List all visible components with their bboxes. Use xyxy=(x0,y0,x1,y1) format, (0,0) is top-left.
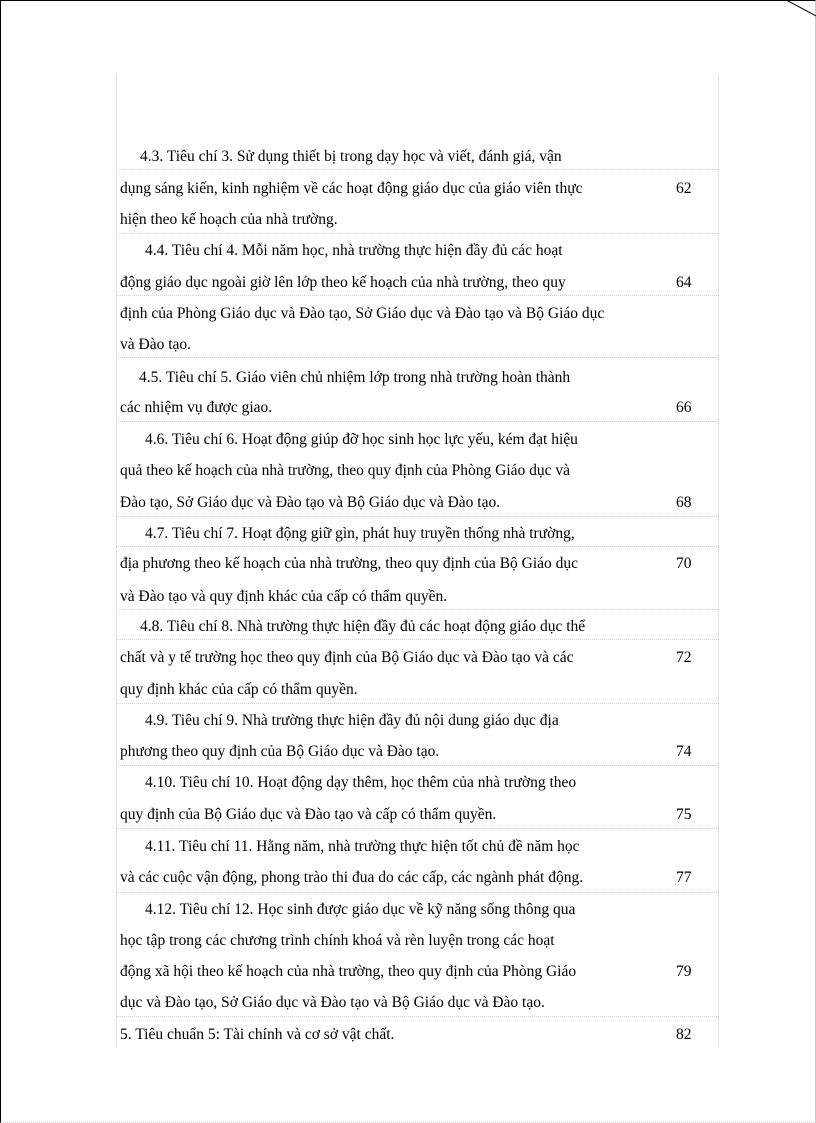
toc-entry-line xyxy=(0,397,816,419)
row-separator xyxy=(116,609,719,610)
toc-entry-line xyxy=(0,710,816,732)
toc-page-number: 70 xyxy=(676,555,692,572)
toc-entry-text: dụng sáng kiến, kinh nghiệm về các hoạt động giáo dục của giáo viên thực xyxy=(120,180,583,197)
row-separator xyxy=(116,892,719,893)
row-separator xyxy=(116,703,719,704)
toc-entry-text: học tập trong các chương trình chính khoá và rèn luyện trong các hoạt xyxy=(120,932,555,949)
toc-entry-text: 4.3. Tiêu chí 3. Sử dụng thiết bị trong dạy học và viết, đánh giá, vận xyxy=(140,148,562,165)
toc-entry-line xyxy=(0,992,816,1014)
toc-page-number: 79 xyxy=(676,963,692,980)
toc-entry-line xyxy=(0,804,816,826)
toc-entry-line xyxy=(0,492,816,514)
toc-entry-text: 4.8. Tiêu chí 8. Nhà trường thực hiện đầy đủ các hoạt động giáo dục thể xyxy=(140,618,586,635)
toc-page-number: 77 xyxy=(676,869,692,886)
toc-page-number: 74 xyxy=(676,743,692,760)
toc-entry-text: 4.9. Tiêu chí 9. Nhà trường thực hiện đầy đủ nội dung giáo dục địa xyxy=(145,712,559,729)
toc-entry-line xyxy=(0,367,816,389)
row-separator xyxy=(116,765,719,766)
toc-entry-line xyxy=(0,334,816,356)
row-separator xyxy=(116,546,719,547)
toc-page-number: 82 xyxy=(676,1026,692,1043)
toc-entry-text: chất và y tế trường học theo quy định của Bộ Giáo dục và Đào tạo và các xyxy=(120,649,574,666)
toc-page-number: 75 xyxy=(676,806,692,823)
toc-entry-line xyxy=(0,553,816,575)
row-separator xyxy=(116,421,719,422)
row-separator xyxy=(116,295,719,296)
toc-entry-text: phương theo quy định của Bộ Giáo dục và Đào tạo. xyxy=(120,743,440,760)
toc-entry-line xyxy=(0,303,816,325)
toc-entry-text: định của Phòng Giáo dục và Đào tạo, Sở Giáo dục và Đào tạo và Bộ Giáo dục xyxy=(120,305,605,322)
toc-entry-text: động giáo dục ngoài giờ lên lớp theo kế hoạch của nhà trường, theo quy xyxy=(120,274,566,291)
toc-entry-text: dục và Đào tạo, Sở Giáo dục và Đào tạo và Bộ Giáo dục và Đào tạo. xyxy=(120,994,545,1011)
toc-entry-line xyxy=(0,209,816,231)
toc-entry-line xyxy=(0,616,816,638)
toc-entry-line xyxy=(0,647,816,669)
row-separator xyxy=(116,516,719,517)
toc-page-number: 62 xyxy=(676,180,692,197)
toc-page-number: 66 xyxy=(676,399,692,416)
row-separator xyxy=(116,828,719,829)
toc-entry-text: 4.12. Tiêu chí 12. Học sinh được giáo dục về kỹ năng sống thông qua xyxy=(145,901,576,918)
toc-entry-text: Đào tạo, Sở Giáo dục và Đào tạo và Bộ Giáo dục và Đào tạo. xyxy=(120,494,501,511)
toc-entry-text: động xã hội theo kế hoạch của nhà trường, theo quy định của Phòng Giáo xyxy=(120,963,577,980)
toc-entry-line xyxy=(0,899,816,921)
toc-entry-line xyxy=(0,772,816,794)
toc-entry-line xyxy=(0,930,816,952)
toc-entry-text: và các cuộc vận động, phong trào thi đua do các cấp, các ngành phát động. xyxy=(120,869,584,886)
toc-entry-text: các nhiệm vụ được giao. xyxy=(120,399,273,416)
toc-page-number: 64 xyxy=(676,274,692,291)
toc-entry-text: 5. Tiêu chuẩn 5: Tài chính và cơ sở vật chất. xyxy=(120,1026,395,1043)
row-separator xyxy=(116,233,719,234)
toc-entry-line xyxy=(0,429,816,451)
toc-entry-line xyxy=(0,460,816,482)
toc-entry-line xyxy=(0,961,816,983)
row-separator xyxy=(116,169,719,170)
toc-entry-text: quy định của Bộ Giáo dục và Đào tạo và cấp có thẩm quyền. xyxy=(120,806,497,823)
toc-entry-line xyxy=(0,1024,816,1046)
toc-entry-text: 4.7. Tiêu chí 7. Hoạt động giữ gìn, phát huy truyền thống nhà trường, xyxy=(145,525,575,542)
toc-entry-line xyxy=(0,523,816,545)
toc-entry-line xyxy=(0,586,816,608)
toc-entry-line xyxy=(0,836,816,858)
row-separator xyxy=(116,357,719,358)
toc-entry-line xyxy=(0,867,816,889)
toc-entry-text: 4.4. Tiêu chí 4. Mỗi năm học, nhà trường thực hiện đầy đủ các hoạt xyxy=(145,242,563,259)
toc-entry-line xyxy=(0,272,816,294)
toc-entry-line xyxy=(0,146,816,168)
row-separator xyxy=(116,1016,719,1017)
toc-entry-line xyxy=(0,741,816,763)
toc-entry-text: địa phương theo kế hoạch của nhà trường, theo quy định của Bộ Giáo dục xyxy=(120,555,579,572)
row-separator xyxy=(116,639,719,640)
toc-entry-text: và Đào tạo. xyxy=(120,336,192,353)
toc-page-number: 72 xyxy=(676,649,692,666)
toc-entry-text: 4.11. Tiêu chí 11. Hằng năm, nhà trường thực hiện tốt chủ đề năm học xyxy=(145,838,580,855)
toc-entry-text: quả theo kế hoạch của nhà trường, theo quy định của Phòng Giáo dục và xyxy=(120,462,571,479)
toc-entry-text: 4.6. Tiêu chí 6. Hoạt động giúp đỡ học sinh học lực yếu, kém đạt hiệu xyxy=(145,431,578,448)
toc-page-number: 68 xyxy=(676,494,692,511)
toc-entry-line xyxy=(0,178,816,200)
toc-entry-line xyxy=(0,240,816,262)
toc-entry-text: 4.5. Tiêu chí 5. Giáo viên chủ nhiệm lớp trong nhà trường hoàn thành xyxy=(139,369,571,386)
toc-entry-text: và Đào tạo và quy định khác của cấp có thẩm quyền. xyxy=(120,588,448,605)
toc-entry-line xyxy=(0,679,816,701)
toc-entry-text: quy định khác của cấp có thẩm quyền. xyxy=(120,681,358,698)
toc-entry-text: hiện theo kế hoạch của nhà trường. xyxy=(120,211,338,228)
toc-entry-text: 4.10. Tiêu chí 10. Hoạt động dạy thêm, học thêm của nhà trường theo xyxy=(145,774,577,791)
